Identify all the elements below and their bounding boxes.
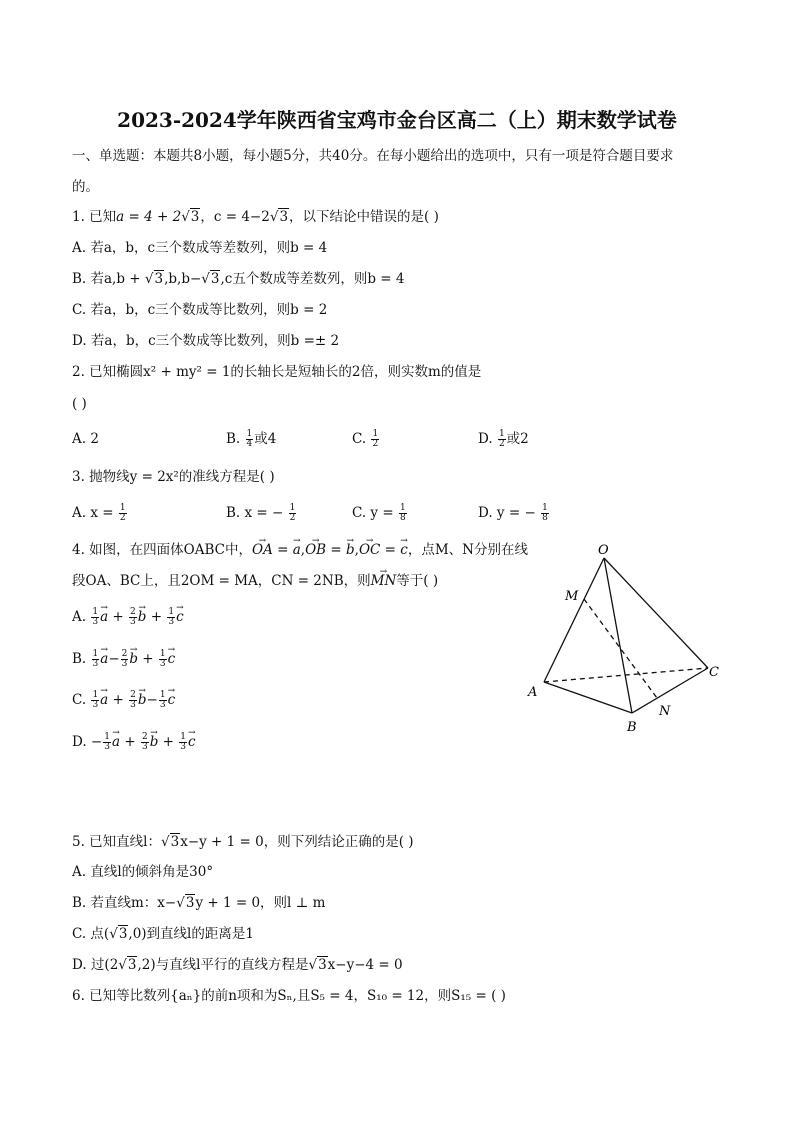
q4-option-d: D. − $\frac{1}{3}$ → a + $\frac{2}{3}$ → b + $\frac{1}{3}$ → c (72, 732, 196, 752)
q3-stem: 3. 抛物线y = 2x²的准线方程是( ) (72, 469, 275, 485)
sqrt-symbol: √3 (118, 957, 137, 973)
section-heading-line1: 一、单选题：本题共8小题，每小题5分，共40分。在每小题给出的选项中，只有一项是符合题目要求 (72, 148, 674, 164)
q1-option-a: A. 若a，b，c三个数成等差数列，则b = 4 (72, 240, 328, 256)
q6-stem: 6. 已知等比数列{aₙ}的前n项和为Sₙ,且S₅ = 4，S₁₀ = 12，则S₁₅ = ( ) (72, 988, 506, 1004)
q3-option-c: C. y = $\frac{1}{8}$ (352, 503, 406, 523)
sqrt-symbol: √3 (269, 209, 289, 225)
sqrt-symbol: √3 (201, 271, 220, 287)
q3-option-d: D. y = − $\frac{1}{8}$ (478, 503, 548, 523)
q4-stem-line2: 段OA、BC上，且2OM = MA，CN = 2NB，则→ MN等于( ) (72, 571, 438, 591)
q4-option-c: C. $\frac{1}{3}$ → a + $\frac{2}{3}$ → b− $\frac{1}{3}$ → c (72, 690, 175, 710)
label-A: A (528, 685, 538, 700)
fraction: $\frac{1}{2}$ (498, 429, 505, 449)
edge-AB (544, 682, 632, 713)
q2-option-d: D. $\frac{1}{2}$ 或2 (478, 429, 529, 449)
label-B: B (627, 720, 637, 735)
q3-option-a: A. x = $\frac{1}{2}$ (72, 503, 126, 523)
sqrt-symbol: √3 (144, 271, 164, 287)
fraction: $\frac{1}{8}$ (399, 503, 406, 523)
q2-option-a: A. 2 (72, 431, 99, 447)
fraction: $\frac{1}{2}$ (372, 429, 379, 449)
label-C: C (709, 665, 719, 680)
fraction: $\frac{1}{2}$ (119, 503, 126, 523)
q1-option-d: D. 若a，b，c三个数成等比数列，则b =± 2 (72, 333, 340, 349)
q4-option-a: A. $\frac{1}{3}$ → a + $\frac{2}{3}$ → b + $\frac{1}{3}$ → c (72, 607, 184, 627)
section-heading-line2: 的。 (72, 179, 99, 195)
q5-option-d: D. 过(2√3,2)与直线l平行的直线方程是√3x−y−4 = 0 (72, 957, 403, 973)
q5-option-b: B. 若直线m：x−√3y + 1 = 0，则l ⊥ m (72, 895, 326, 911)
tetrahedron-figure (520, 538, 730, 738)
q1-option-b: B. 若a,b + √3,b,b−√3,c五个数成等差数列，则b = 4 (72, 271, 405, 287)
q2-stem: 2. 已知椭圆x² + my² = 1的长轴长是短轴长的2倍，则实数m的值是 (72, 364, 482, 380)
sqrt-symbol: √3 (176, 895, 195, 911)
sqrt-symbol: √3 (308, 957, 327, 973)
edge-OB (604, 558, 632, 713)
edge-OC (604, 558, 708, 668)
label-O: O (598, 543, 609, 558)
label-M: M (565, 589, 579, 604)
page-title: 2023-2024学年陕西省宝鸡市金台区高二（上）期末数学试卷 (117, 108, 677, 132)
q2-option-b: B. $\frac{1}{4}$ 或4 (226, 429, 277, 449)
q1-stem: 1. 已知a = 4 + 2√3，c = 4−2√3，以下结论中错误的是( ) (72, 209, 439, 225)
q1-option-c: C. 若a，b，c三个数成等比数列，则b = 2 (72, 302, 328, 318)
q2-paren: ( ) (72, 396, 87, 412)
sqrt-symbol: √3 (161, 834, 180, 850)
q2-option-c: C. $\frac{1}{2}$ (352, 429, 379, 449)
q5-option-c: C. 点(√3,0)到直线l的距离是1 (72, 926, 254, 942)
q4-option-b: B. $\frac{1}{3}$ → a− $\frac{2}{3}$ → b + $\frac{1}{3}$ → c (72, 649, 175, 669)
fraction: $\frac{1}{8}$ (542, 503, 548, 523)
fraction: $\frac{1}{2}$ (289, 503, 296, 523)
sqrt-symbol: √3 (109, 926, 128, 942)
fraction: $\frac{1}{4}$ (246, 429, 253, 449)
q3-option-b: B. x = − $\frac{1}{2}$ (226, 503, 296, 523)
edge-OA (544, 558, 604, 682)
q5-option-a: A. 直线l的倾斜角是30° (72, 864, 214, 880)
q4-stem-line1: 4. 如图，在四面体OABC中，→ OA = → a,→ OB = → b,→ OC = → c，点M、N分别在线 (72, 540, 528, 560)
sqrt-symbol: √3 (181, 209, 200, 225)
label-N: N (659, 704, 671, 719)
q5-stem: 5. 已知直线l：√3x−y + 1 = 0，则下列结论正确的是( ) (72, 834, 414, 850)
